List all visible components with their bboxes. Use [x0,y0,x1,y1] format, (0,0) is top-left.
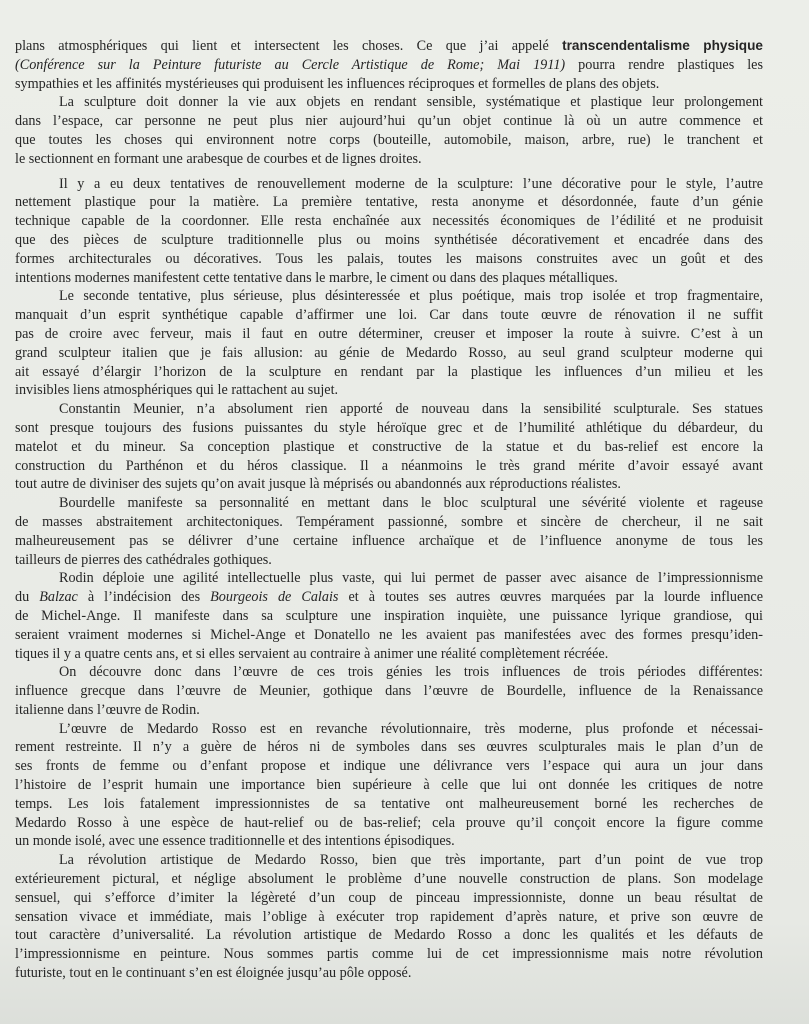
text-line [15,306,763,325]
text-segment: dans l’espace, car personne ne peut plus nier aujourd’hui qu’un objet continue là où un autre commence et [15,113,763,130]
text-line [15,682,763,701]
text-line [15,945,763,964]
text-line [15,720,763,739]
text-segment: temps. Les lois fatalement impressionnistes de sa tentative ont malheureusement borné les recherches de [15,795,763,812]
text-segment: un monde isolé, avec une essence traditionnelle et des intentions épisodiques. [15,833,455,850]
text-line [15,532,763,551]
text-segment: construction du Parthénon et du héros classique. Il a néanmoins le très grand mérite d’avoir essayé avant [15,457,763,474]
paragraph [15,663,763,719]
text-line [15,607,763,626]
text-segment: extérieurement pictural, et néglige absolument le problème d’une nouvelle construction de plans. Son modelage [15,871,763,888]
italic-text: Balzac [39,589,78,606]
text-line [15,569,763,588]
text-line [15,344,763,363]
text-segment: Rodin déploie une agilité intellectuelle plus vaste, qui lui permet de passer avec aisance de l’impressionnisme [59,570,763,587]
text-segment: tailleurs de pierres des cathédrales gothiques. [15,551,272,568]
text-segment: le sectionnent en formant une arabesque de courbes et de lignes droites. [15,150,422,167]
text-segment: Il y a eu deux tentatives de renouvellement moderne de la sculpture: l’une décorative pour le style, l’autre [59,175,763,192]
paragraph [15,720,763,852]
text-segment: Bourdelle manifeste sa personnalité en mettant dans le bloc sculptural une sévérité violente et rageuse [59,495,763,512]
text-line [15,795,763,814]
text-segment: L’œuvre de Medardo Rosso est en revanche révolutionnaire, très moderne, plus profonde et nécessai- [59,720,763,737]
text-segment: Le seconde tentative, plus sérieuse, plus désinteressée et plus poétique, mais trop isolée et trop fragmentaire, [59,288,763,305]
italic-text: Bourgeois de Calais [210,589,339,606]
text-line [15,363,763,382]
text-segment: que des pièces de sculpture traditionnelle plus ou moins synthétisée décorativement et encadrée dans des [15,231,763,248]
text-segment: l’histoire de l’esprit humain une importance bien supérieure à celle que lui ont donnée les critiques de notre [15,777,763,794]
paragraph [15,287,763,400]
text-segment: formes architecturales ou décoratives. Tous les palais, toutes les maisons construites avec un goût et des [15,250,763,267]
text-line [15,400,763,419]
text-segment: italienne dans l’œuvre de Rodin. [15,701,200,718]
text-segment: que toutes les choses qui environnent notre corps (bouteille, automobile, maison, arbre, rue) le tranchent et [15,131,763,148]
text-segment: sympathies et les affinités mystérieuses qui produisent les influences réciproques et formelles de plans des objets. [15,75,660,92]
text-line [15,926,763,945]
text-line [15,814,763,833]
text-line [15,701,763,720]
text-line [15,269,763,288]
text-line [15,626,763,645]
text-segment: malheureusement pas se délivrer d’une certaine influence archaïque et de l’influence anonyme de tous les [15,532,763,549]
text-segment: grand sculpteur italien que je fais allusion: au génie de Medardo Rosso, au seul grand sculpteur moderne qui [15,344,763,361]
text-segment: technique capable de la coordonner. Elle resta enchaînée aux necessités économiques de l’édilité et ne produisit [15,213,763,230]
text-line [15,832,763,851]
paragraph [15,175,763,288]
text-line [15,325,763,344]
text-line [15,551,763,570]
text-segment: futuriste, tout en le continuant s’en est éloignée jusqu’au pôle opposé. [15,965,412,982]
document-page [15,37,763,983]
paragraph [15,400,763,494]
text-segment: tout autre de diviniser des sujets qu’on avait jusque là méprisés ou abandonnés aux réproductions réalistes. [15,476,621,493]
text-line [15,112,763,131]
text-segment: seraient vraiment modernes si Michel-Ange et Donatello ne les avaient pas manifestées avec des formes presqu’iden- [15,626,763,643]
text-segment: pourra rendre plastiques les [565,56,763,73]
text-segment: La révolution artistique de Medardo Rosso, bien que très importante, part d’un point de vue trop [59,852,763,869]
text-segment: à l’indécision des [77,589,211,606]
text-line [15,588,763,607]
text-line [15,457,763,476]
text-segment: sont presque toujours des fusions puissantes du style héroïque grec et de l’humilité athlétique du débardeur, du [15,419,763,436]
text-line [15,150,763,169]
text-segment: sensuel, qui s’efforce d’imiter la légèreté d’un coup de pinceau impressionniste, donne un beau résultat de [15,889,763,906]
text-line [15,438,763,457]
text-segment: sensation vivace et immédiate, mais l’oblige à exécuter trop rapidement d’après nature, et prive son œuvre de [15,908,763,925]
text-line [15,851,763,870]
text-line [15,212,763,231]
text-line [15,419,763,438]
bold-term: transcendentalisme physique [562,38,763,53]
text-line [15,645,763,664]
text-segment: tout caractère d’universalité. La révolution artistique de Medardo Rosso a donc les qualités et les défauts de [15,927,763,944]
text-segment: influence grecque dans l’œuvre de Meunier, gothique dans l’œuvre de Bourdelle, influence de la Renaissance [15,683,763,700]
italic-text: (Conférence sur la Peinture futuriste au Cercle Artistique de Rome; Mai 1911) [15,56,566,73]
text-segment: plans atmosphériques qui lient et intersectent les choses. Ce que j’ai appelé [15,38,563,54]
text-segment: nettement plastique pour la matière. La première tentative, resta anonyme et désordonnée, faute d’un génie [15,194,763,211]
paragraph [15,494,763,569]
text-segment: et à toutes ses autres œuvres marquées par la lourde influence [338,589,764,606]
text-segment: La sculpture doit donner la vie aux objets en rendant sensible, systématique et plastique leur prolongement [59,94,763,111]
text-line [15,75,763,94]
text-segment: Constantin Meunier, n’a absolument rien apporté de nouveau dans la sensibilité sculpturale. Ses statues [59,401,763,418]
text-line [15,494,763,513]
text-line [15,663,763,682]
text-line [15,56,763,75]
text-line [15,250,763,269]
text-line [15,475,763,494]
text-line [15,757,763,776]
text-segment: l’impressionnisme en peinture. Nous sommes partis comme lui de cet impressionnisme mais notre révolution [15,946,763,963]
text-segment: Medardo Rosso à une espèce de haut-relief ou de bas-relief; cela prouve qu’il conçoit encore la figure comme [15,814,763,831]
text-line [15,381,763,400]
text-segment: du [15,589,40,606]
text-segment: manquait d’un esprit synthétique capable d’affirmer une loi. Car dans toute œuvre de rénovation il ne suffit [15,307,763,324]
paragraph [15,93,763,168]
text-segment: de masses abstraitement architectoniques. Tempérament passionné, sombre et sincère de chercheur, il ne sait [15,513,763,530]
text-line [15,193,763,212]
text-line [15,964,763,983]
text-line [15,175,763,194]
paragraph [15,569,763,663]
text-line [15,738,763,757]
text-line [15,131,763,150]
text-segment: ses fronts de femme ou d’enfant propose et indique une délivrance vers l’espace qui aura un jour dans [15,758,763,775]
text-segment: On découvre donc dans l’œuvre de ces trois génies les trois influences de trois périodes différentes: [59,664,763,681]
paragraph [15,851,763,983]
text-segment: matelot et du mineur. Sa conception plastique et constructive de la statue et du bas-relief est encore la [15,438,763,455]
text-line [15,287,763,306]
text-segment: intentions modernes manifestent cette tentative dans le marbre, le ciment ou dans des plaques métalliques. [15,269,618,286]
text-line [15,870,763,889]
text-line [15,889,763,908]
text-line [15,231,763,250]
text-line [15,908,763,927]
text-segment: ait essayé d’élargir l’horizon de la sculpture en rendant par la plastique les influences d’un milieu et les [15,363,763,380]
text-segment: de Michel-Ange. Il manifeste dans sa sculpture une inspiration inquiète, une puissance lyrique grandiose, qui [15,607,763,624]
text-segment: pas de croire avec ferveur, mais il faut en outre déterminer, creuser et imposer la route à suivre. C’est à un [15,325,763,342]
text-line [15,776,763,795]
paragraph [15,37,763,93]
text-line [15,37,763,56]
text-line [15,513,763,532]
text-segment: tiques il y a quatre cents ans, et si elles servaient au contraire à animer une réalité complètement récréée. [15,645,609,662]
text-line [15,93,763,112]
text-segment: rement restreinte. Il n’y a guère de héros ni de symboles dans ses œuvres sculpturales mais le plan d’un de [15,739,763,756]
text-segment: invisibles liens atmosphériques qui le rattachent au sujet. [15,382,339,399]
